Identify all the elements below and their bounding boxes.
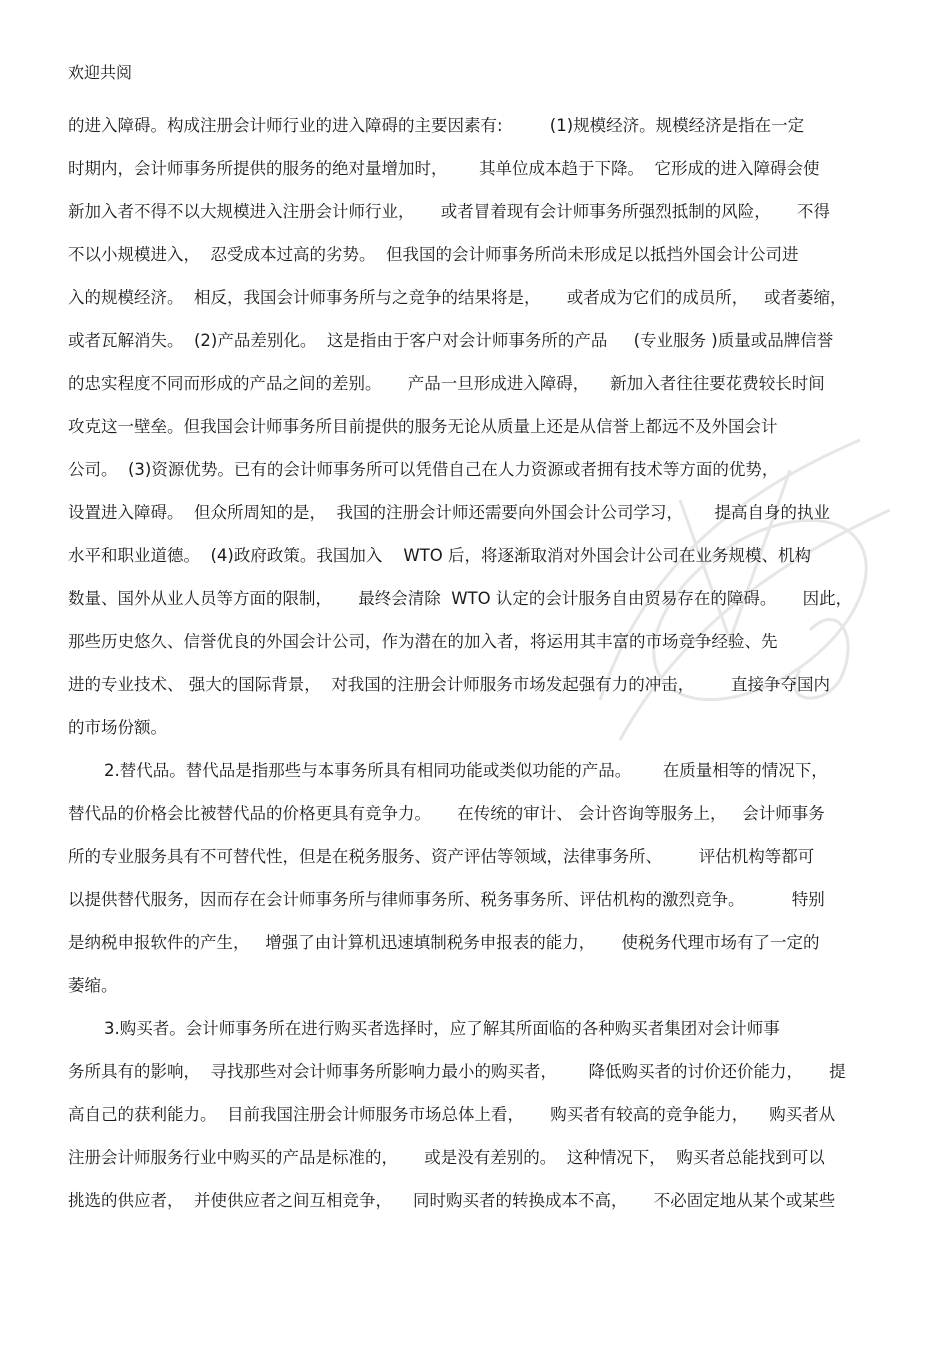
text-line: 萎缩。 — [68, 976, 118, 995]
text-line: 务所具有的影响， 寻找那些对会计师事务所影响力最小的购买者， 降低购买者的讨价还价能力， 提 — [68, 1062, 846, 1081]
text-line: 数量、国外从业人员等方面的限制， 最终会清除 WTO 认定的会计服务自由贸易存在的障碍。 因此， — [68, 589, 853, 608]
paragraph-start-line: 2.替代品。替代品是指那些与本事务所具有相同功能或类似功能的产品。 在质量相等的情况下， — [104, 761, 828, 780]
text-line: 以提供替代服务，因而存在会计师事务所与律师事务所、税务事务所、评估机构的激烈竞争。 特别 — [68, 890, 825, 909]
text-line: 高自己的获利能力。 目前我国注册会计师服务市场总体上看， 购买者有较高的竞争能力， 购买者从 — [68, 1105, 836, 1124]
page-header: 欢迎共阅 — [68, 63, 133, 82]
text-line: 设置进入障碍。 但众所周知的是， 我国的注册会计师还需要向外国会计公司学习， 提高自身的执业 — [68, 503, 830, 522]
text-line: 是纳税申报软件的产生， 增强了由计算机迅速填制税务申报表的能力， 使税务代理市场有了一定的 — [68, 933, 820, 952]
text-line: 攻克这一壁垒。但我国会计师事务所目前提供的服务无论从质量上还是从信誉上都远不及外国会计 — [68, 417, 778, 436]
text-line: 时期内，会计师事务所提供的服务的绝对量增加时， 其单位成本趋于下降。 它形成的进入障碍会使 — [68, 159, 820, 178]
text-line: 的忠实程度不同而形成的产品之间的差别。 产品一旦形成进入障碍， 新加入者往往要花费较长时间 — [68, 374, 825, 393]
text-line: 水平和职业道德。 (4)政府政策。我国加入 WTO 后，将逐渐取消对外国会计公司在业务规模、机构 — [68, 546, 811, 565]
text-line: 或者瓦解消失。 (2)产品差别化。 这是指由于客户对会计师事务所的产品 (专业服务 )质量或品牌信誉 — [68, 331, 834, 350]
text-line: 替代品的价格会比被替代品的价格更具有竞争力。 在传统的审计、 会计咨询等服务上， 会计师事务 — [68, 804, 825, 823]
text-line: 所的专业服务具有不可替代性，但是在税务服务、资产评估等领域，法律事务所、 评估机构等都可 — [68, 847, 815, 866]
text-line: 挑选的供应者， 并使供应者之间互相竞争， 同时购买者的转换成本不高， 不必固定地从某个或某些 — [68, 1191, 836, 1210]
text-line: 新加入者不得不以大规模进入注册会计师行业， 或者冒着现有会计师事务所强烈抵制的风险， 不得 — [68, 202, 830, 221]
text-line: 的进入障碍。构成注册会计师行业的进入障碍的主要因素有: (1)规模经济。规模经济是指在一定 — [68, 116, 805, 135]
paragraph-start-line: 3.购买者。会计师事务所在进行购买者选择时，应了解其所面临的各种购买者集团对会计师事 — [104, 1019, 780, 1038]
text-line: 公司。 (3)资源优势。已有的会计师事务所可以凭借自己在人力资源或者拥有技术等方面的优势， — [68, 460, 779, 479]
text-line: 不以小规模进入， 忍受成本过高的劣势。 但我国的会计师事务所尚未形成足以抵挡外国会计公司进 — [68, 245, 799, 264]
text-line: 进的专业技术、 强大的国际背景， 对我国的注册会计师服务市场发起强有力的冲击， 直接争夺国内 — [68, 675, 830, 694]
text-line: 入的规模经济。 相反，我国会计师事务所与之竞争的结果将是， 或者成为它们的成员所， 或者萎缩， — [68, 288, 847, 307]
text-line: 的市场份额。 — [68, 718, 167, 737]
text-line: 注册会计师服务行业中购买的产品是标准的， 或是没有差别的。 这种情况下， 购买者总能找到可以 — [68, 1148, 825, 1167]
text-line: 那些历史悠久、信誉优良的外国会计公司，作为潜在的加入者，将运用其丰富的市场竞争经验、先 — [68, 632, 778, 651]
